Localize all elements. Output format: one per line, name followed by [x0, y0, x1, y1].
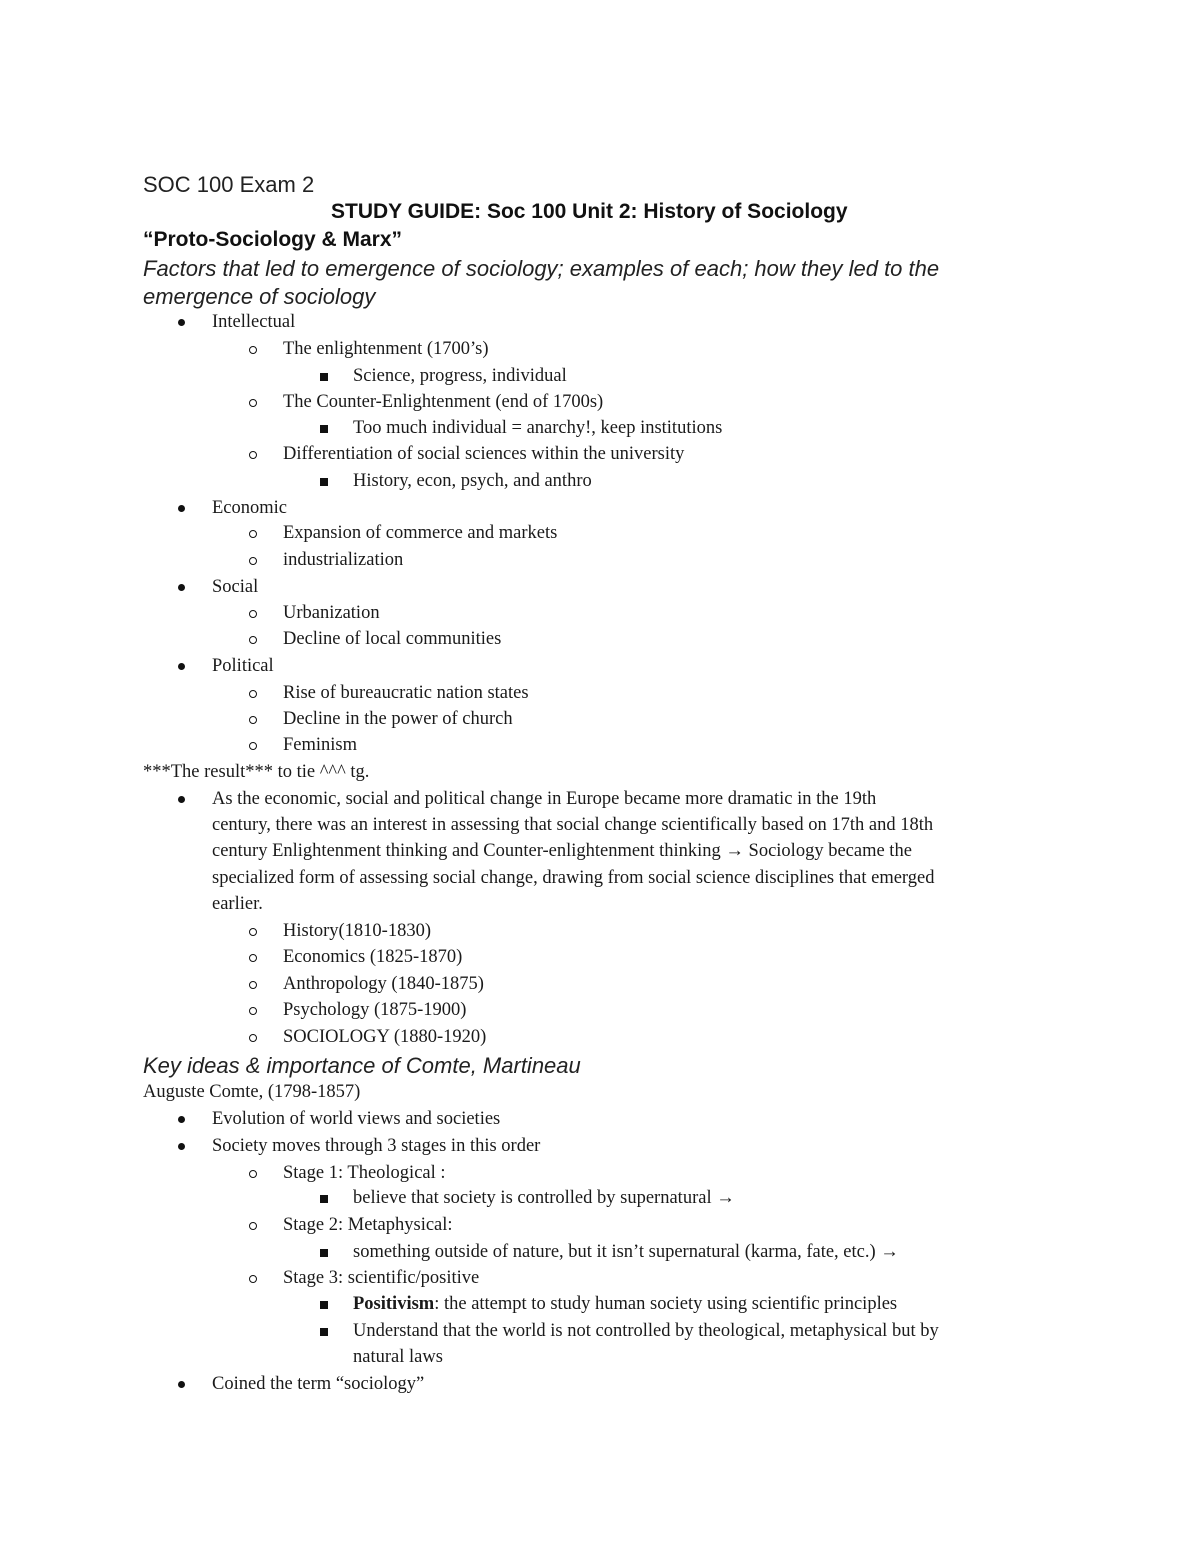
- list-item-natural-laws-line2: natural laws: [353, 1347, 443, 1367]
- list-item-political: Political: [212, 656, 274, 676]
- list-item-church: Decline in the power of church: [283, 709, 513, 729]
- square-bullet-icon: [320, 478, 328, 486]
- circle-bullet-icon: [249, 1007, 257, 1015]
- bullet-icon: [178, 505, 185, 512]
- circle-bullet-icon: [249, 690, 257, 698]
- list-item-stage1-detail: believe that society is controlled by supernatural →: [353, 1188, 735, 1208]
- circle-bullet-icon: [249, 557, 257, 565]
- list-item-counter-enlightenment-detail: Too much individual = anarchy!, keep institutions: [353, 418, 723, 438]
- bullet-icon: [178, 584, 185, 591]
- section-heading-factors-line2: emergence of sociology: [143, 284, 376, 309]
- list-item-urbanization: Urbanization: [283, 603, 380, 623]
- result-paragraph-line: century, there was an interest in assessing that social change scientifically based on 17th and 18th: [212, 815, 934, 835]
- circle-bullet-icon: [249, 1275, 257, 1283]
- discipline-item: Anthropology (1840-1875): [283, 974, 484, 994]
- bullet-icon: [178, 1143, 185, 1150]
- list-item-natural-laws-line1: Understand that the world is not controlled by theological, metaphysical but by: [353, 1321, 939, 1341]
- positivism-term: Positivism: [353, 1294, 435, 1314]
- circle-bullet-icon: [249, 1034, 257, 1042]
- bullet-icon: [178, 319, 185, 326]
- list-item-differentiation-detail: History, econ, psych, and anthro: [353, 471, 592, 491]
- list-item-decline-communities: Decline of local communities: [283, 629, 502, 649]
- result-line: ***The result*** to tie ^^^ tg.: [143, 762, 370, 782]
- circle-bullet-icon: [249, 954, 257, 962]
- list-item-feminism: Feminism: [283, 735, 358, 755]
- study-guide-title: STUDY GUIDE: Soc 100 Unit 2: History of Sociology: [331, 200, 848, 223]
- list-item-differentiation: Differentiation of social sciences within the university: [283, 444, 685, 464]
- section-heading-comte: Key ideas & importance of Comte, Martineau: [143, 1053, 581, 1078]
- square-bullet-icon: [320, 1195, 328, 1203]
- square-bullet-icon: [320, 1328, 328, 1336]
- list-item-bureaucratic: Rise of bureaucratic nation states: [283, 683, 529, 703]
- discipline-item: Psychology (1875-1900): [283, 1000, 467, 1020]
- square-bullet-icon: [320, 1301, 328, 1309]
- circle-bullet-icon: [249, 981, 257, 989]
- circle-bullet-icon: [249, 742, 257, 750]
- bullet-icon: [178, 796, 185, 803]
- circle-bullet-icon: [249, 346, 257, 354]
- bullet-icon: [178, 1381, 185, 1388]
- list-item-economic: Economic: [212, 498, 288, 518]
- square-bullet-icon: [320, 373, 328, 381]
- discipline-item: History(1810-1830): [283, 921, 431, 941]
- list-item-social: Social: [212, 577, 259, 597]
- list-item-stages-intro: Society moves through 3 stages in this order: [212, 1136, 541, 1156]
- result-paragraph-line: century Enlightenment thinking and Counter-enlightenment thinking → Sociology became the: [212, 841, 912, 861]
- circle-bullet-icon: [249, 451, 257, 459]
- list-item-evolution: Evolution of world views and societies: [212, 1109, 501, 1129]
- square-bullet-icon: [320, 425, 328, 433]
- list-item-intellectual: Intellectual: [212, 312, 296, 332]
- circle-bullet-icon: [249, 1170, 257, 1178]
- circle-bullet-icon: [249, 530, 257, 538]
- result-paragraph-line: specialized form of assessing social change, drawing from social science disciplines that emerged: [212, 868, 935, 888]
- list-item-coined: Coined the term “sociology”: [212, 1374, 425, 1394]
- list-item-stage2-detail: something outside of nature, but it isn’t supernatural (karma, fate, etc.) →: [353, 1242, 899, 1262]
- document-title: SOC 100 Exam 2: [143, 172, 315, 197]
- circle-bullet-icon: [249, 928, 257, 936]
- circle-bullet-icon: [249, 610, 257, 618]
- list-item-stage1: Stage 1: Theological :: [283, 1163, 446, 1183]
- circle-bullet-icon: [249, 399, 257, 407]
- result-paragraph-line: earlier.: [212, 894, 263, 914]
- unit-subtitle: “Proto-Sociology & Marx”: [143, 228, 403, 251]
- result-paragraph-line: As the economic, social and political change in Europe became more dramatic in the 19th: [212, 789, 877, 809]
- discipline-item: SOCIOLOGY (1880-1920): [283, 1027, 487, 1047]
- list-item-stage3: Stage 3: scientific/positive: [283, 1268, 480, 1288]
- list-item-enlightenment: The enlightenment (1700’s): [283, 339, 489, 359]
- list-item-counter-enlightenment: The Counter-Enlightenment (end of 1700s): [283, 392, 604, 412]
- list-item-industrialization: industrialization: [283, 550, 404, 570]
- section-heading-factors-line1: Factors that led to emergence of sociology; examples of each; how they led to the: [143, 256, 940, 281]
- bullet-icon: [178, 1116, 185, 1123]
- comte-name: Auguste Comte, (1798-1857): [143, 1082, 361, 1102]
- discipline-item: Economics (1825-1870): [283, 947, 463, 967]
- square-bullet-icon: [320, 1249, 328, 1257]
- list-item-stage2: Stage 2: Metaphysical:: [283, 1215, 453, 1235]
- positivism-definition: : the attempt to study human society using scientific principles: [434, 1294, 898, 1314]
- circle-bullet-icon: [249, 716, 257, 724]
- list-item-commerce: Expansion of commerce and markets: [283, 523, 558, 543]
- list-item-positivism: [353, 1295, 897, 1314]
- list-item-enlightenment-detail: Science, progress, individual: [353, 366, 567, 386]
- circle-bullet-icon: [249, 636, 257, 644]
- bullet-icon: [178, 663, 185, 670]
- circle-bullet-icon: [249, 1222, 257, 1230]
